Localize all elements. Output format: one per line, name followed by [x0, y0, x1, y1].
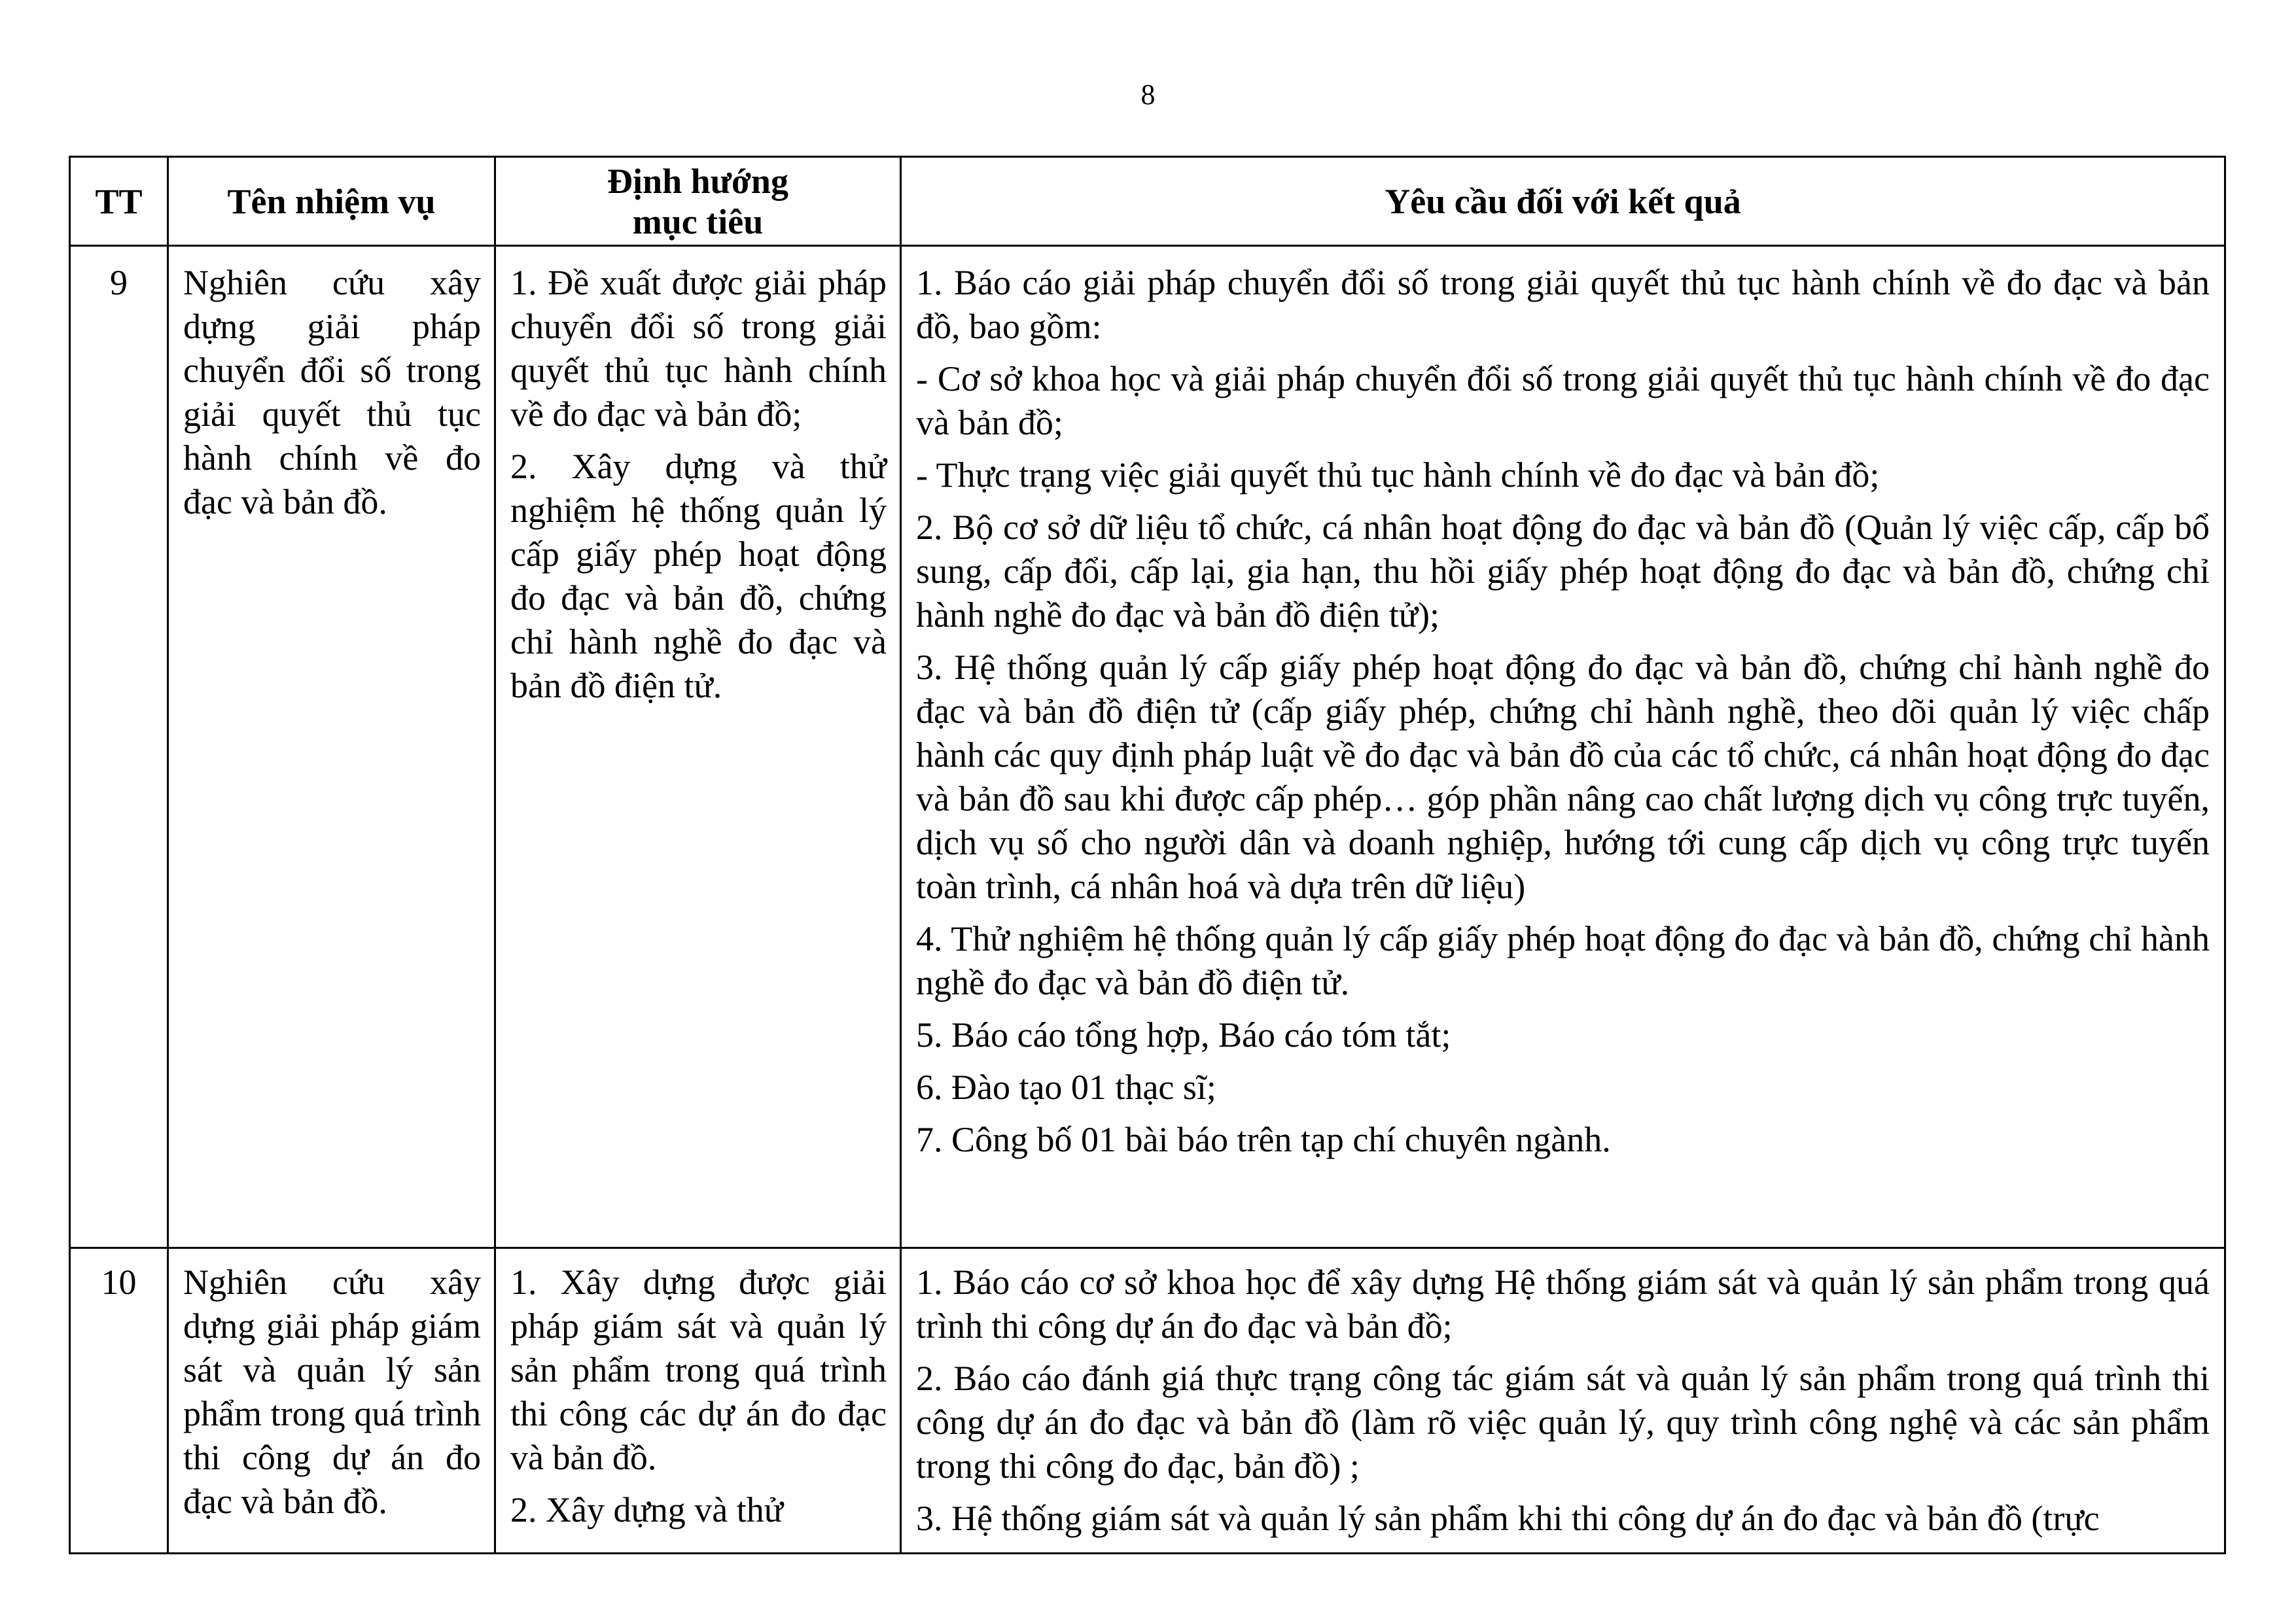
header-dinh-huong-line1: Định hướng — [607, 161, 788, 201]
objectives-cell — [495, 246, 901, 1248]
requirement-item: 1. Báo cáo cơ sở khoa học để xây dựng Hệ thống giám sát và quản lý sản phẩm trong quá trình thi công dự án đo đạc và bản đồ; — [916, 1263, 2210, 1346]
objective-item: 2. Xây dựng và thử — [510, 1490, 783, 1529]
requirement-item: 6. Đào tạo 01 thạc sĩ; — [916, 1068, 1216, 1107]
header-dinh-huong-line2: mục tiêu — [632, 201, 764, 241]
requirements-cell — [901, 1248, 2225, 1554]
requirement-item: 3. Hệ thống quản lý cấp giấy phép hoạt động đo đạc và bản đồ, chứng chỉ hành nghề đo đạc và bản đồ điện tử (cấp giấy phép, chứng chỉ hành nghề, theo dõi quản lý việc chấp hành các quy định pháp luật về đo đạc và bản đồ của các tổ chức, cá nhân hoạt động đo đạc và bản đồ sau khi được cấp phép… góp phần nâng cao chất lượng dịch vụ công trực tuyến, dịch vụ số cho người dân và doanh nghiệp, hướng tới cung cấp dịch vụ công trực tuyến toàn trình, cá nhân hoá và dựa trên dữ liệu) — [916, 648, 2210, 906]
objective-item: 1. Xây dựng được giải pháp giám sát và quản lý sản phẩm trong quá trình thi công các dự án đo đạc và bản đồ. — [510, 1263, 887, 1477]
objectives-cell — [495, 1248, 901, 1554]
requirement-item: 4. Thử nghiệm hệ thống quản lý cấp giấy phép hoạt động đo đạc và bản đồ, chứng chỉ hành nghề đo đạc và bản đồ điện tử. — [916, 919, 2210, 1002]
requirements-cell — [901, 246, 2225, 1248]
requirement-item: 3. Hệ thống giám sát và quản lý sản phẩm khi thi công dự án đo đạc và bản đồ (trực — [916, 1499, 2100, 1538]
task-name: Nghiên cứu xây dựng giải pháp giám sát và quản lý sản phẩm trong quá trình thi công dự án đo đạc và bản đồ. — [168, 1248, 495, 1554]
header-dinh-huong-muc-tieu — [495, 157, 901, 246]
requirement-item: - Thực trạng việc giải quyết thủ tục hành chính về đo đạc và bản đồ; — [916, 455, 1880, 495]
requirement-item: 7. Công bố 01 bài báo trên tạp chí chuyên ngành. — [916, 1120, 1611, 1159]
page-number: 8 — [1140, 79, 1156, 111]
requirement-item: - Cơ sở khoa học và giải pháp chuyển đổi số trong giải quyết thủ tục hành chính về đo đạc và bản đồ; — [916, 359, 2210, 442]
row-number: 10 — [70, 1248, 168, 1554]
row-number: 9 — [70, 246, 168, 1248]
requirement-item: 2. Báo cáo đánh giá thực trạng công tác giám sát và quản lý sản phẩm trong quá trình thi công dự án đo đạc và bản đồ (làm rõ việc quản lý, quy trình công nghệ và các sản phẩm trong thi công đo đạc, bản đồ) ; — [916, 1359, 2210, 1486]
requirement-item: 2. Bộ cơ sở dữ liệu tổ chức, cá nhân hoạt động đo đạc và bản đồ (Quản lý việc cấp, cấp bổ sung, cấp đổi, cấp lại, gia hạn, thu hồi giấy phép hoạt động đo đạc và bản đồ, chứng chỉ hành nghề đo đạc và bản đồ điện tử); — [916, 508, 2210, 635]
requirement-item: 5. Báo cáo tổng hợp, Báo cáo tóm tắt; — [916, 1015, 1451, 1055]
table-header-row — [70, 157, 2225, 246]
header-yeu-cau-ket-qua: Yêu cầu đối với kết quả — [901, 157, 2225, 246]
tasks-table — [69, 156, 2226, 1554]
table-row — [70, 1248, 2225, 1554]
requirement-item: 1. Báo cáo giải pháp chuyển đổi số trong giải quyết thủ tục hành chính về đo đạc và bản đồ, bao gồm: — [916, 263, 2210, 346]
header-ten-nhiem-vu: Tên nhiệm vụ — [168, 157, 495, 246]
header-tt: TT — [70, 157, 168, 246]
objective-item: 1. Đề xuất được giải pháp chuyển đổi số trong giải quyết thủ tục hành chính về đo đạc và bản đồ; — [510, 263, 887, 434]
objective-item: 2. Xây dựng và thử nghiệm hệ thống quản lý cấp giấy phép hoạt động đo đạc và bản đồ, chứng chỉ hành nghề đo đạc và bản đồ điện tử. — [510, 447, 887, 705]
table-row — [70, 246, 2225, 1248]
task-name: Nghiên cứu xây dựng giải pháp chuyển đổi số trong giải quyết thủ tục hành chính về đo đạc và bản đồ. — [168, 246, 495, 1248]
